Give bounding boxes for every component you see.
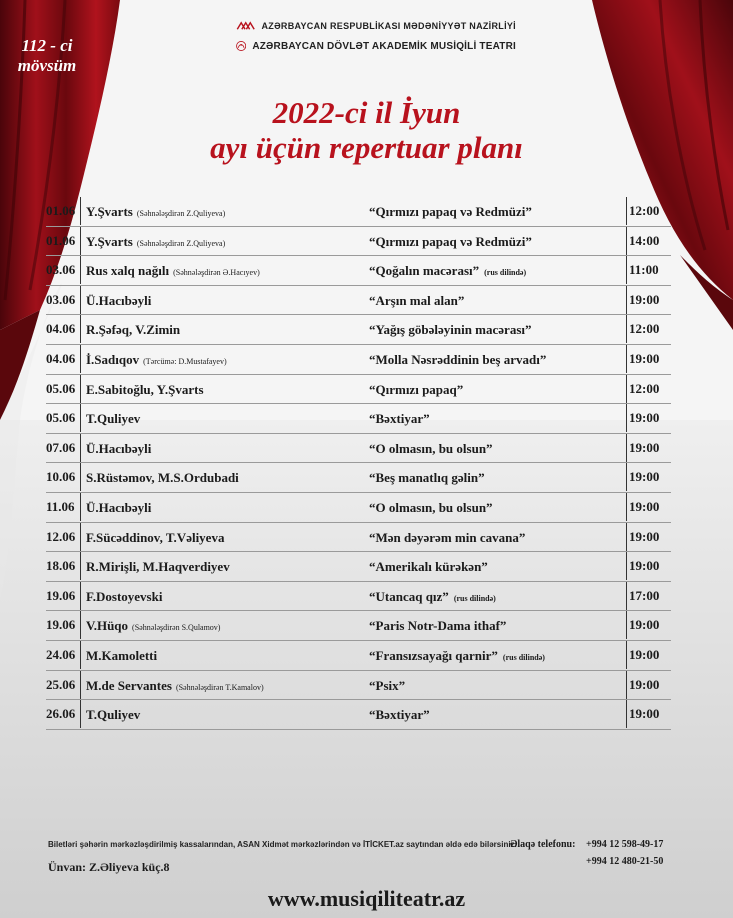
- row-author-note: (Tərcümə: D.Mustafayev): [143, 356, 227, 366]
- table-row: [46, 641, 671, 671]
- row-play: [369, 589, 496, 605]
- row-author-note: (Səhnələşdirən Z.Quliyeva): [136, 209, 226, 218]
- row-author-name: V.Hüqo: [86, 618, 129, 634]
- row-play-title: “Beş manatlıq gəlin”: [369, 470, 485, 486]
- table-row: [46, 315, 671, 345]
- row-play: [369, 441, 493, 457]
- row-author-note: (Səhnələşdirən S.Qulamov): [132, 623, 221, 633]
- row-date: 04.06: [46, 345, 81, 373]
- theatre-name: AZƏRBAYCAN DÖVLƏT AKADEMİK MUSİQİLİ TEATRI: [252, 40, 516, 52]
- row-date: 18.06: [46, 552, 81, 580]
- row-play: [369, 530, 525, 546]
- row-time: 19:00: [626, 345, 673, 373]
- row-play-note: (rus dilində): [502, 652, 545, 662]
- table-row: [46, 463, 671, 493]
- row-date: 12.06: [46, 523, 81, 551]
- table-row: [46, 197, 671, 227]
- row-time: 12:00: [626, 315, 673, 343]
- row-time: 19:00: [626, 523, 673, 551]
- row-time: 19:00: [626, 463, 673, 491]
- table-row: [46, 611, 671, 641]
- theatre-emblem-icon: [236, 37, 246, 55]
- table-row: [46, 700, 671, 730]
- row-date: 07.06: [46, 434, 81, 462]
- row-author: [86, 441, 151, 457]
- row-date: 25.06: [46, 671, 81, 699]
- row-play-title: “Bəxtiyar”: [369, 411, 430, 427]
- row-play: [369, 263, 526, 279]
- row-author-name: T.Quliyev: [86, 411, 141, 427]
- row-author-note: (Səhnələşdirən Ə.Hacıyev): [173, 268, 260, 278]
- row-date: 26.06: [46, 700, 81, 728]
- row-play-title: “O olmasın, bu olsun”: [369, 499, 493, 515]
- phone-1: +994 12 598-49-17: [586, 839, 664, 850]
- row-play-title: “Amerikalı kürəkən”: [369, 559, 488, 575]
- row-play: [369, 648, 545, 664]
- row-time: 11:00: [626, 256, 673, 284]
- row-time: 12:00: [626, 375, 673, 403]
- row-play-title: “Paris Notr-Dama ithaf”: [369, 618, 507, 634]
- row-author-name: Y.Şvarts: [86, 233, 133, 249]
- table-row: [46, 582, 671, 612]
- row-author: [86, 678, 264, 694]
- row-author-name: Rus xalq nağılı: [86, 263, 170, 279]
- row-date: 05.06: [46, 375, 81, 403]
- row-author-name: R.Şəfəq, V.Zimin: [86, 322, 181, 338]
- row-author-note: (Səhnələşdirən T.Kamalov): [175, 682, 264, 692]
- row-author: [86, 589, 162, 605]
- row-play-title: “Arşın mal alan”: [369, 292, 465, 308]
- row-time: 19:00: [626, 611, 673, 639]
- row-author: [86, 352, 227, 368]
- row-play: [369, 352, 546, 368]
- row-play-note: (rus dilində): [453, 593, 496, 603]
- row-play-title: “Psix”: [369, 677, 406, 693]
- row-play: [369, 204, 532, 220]
- row-play-title: “Utancaq qız”: [369, 588, 449, 604]
- row-time: 19:00: [626, 552, 673, 580]
- row-author: [86, 293, 151, 309]
- row-author-name: M.de Servantes: [86, 677, 172, 693]
- row-play: [369, 234, 532, 250]
- row-date: 01.06: [46, 227, 81, 255]
- row-date: 19.06: [46, 611, 81, 639]
- row-author-name: Ü.Hacıbəyli: [86, 440, 152, 456]
- row-time: 19:00: [626, 286, 673, 314]
- row-play-note: (rus dilində): [484, 268, 527, 278]
- row-date: 03.06: [46, 256, 81, 284]
- row-author: [86, 618, 220, 634]
- row-play: [369, 500, 493, 516]
- row-play: [369, 382, 463, 398]
- row-play-title: “O olmasın, bu olsun”: [369, 440, 493, 456]
- row-date: 24.06: [46, 641, 81, 669]
- row-time: 19:00: [626, 493, 673, 521]
- row-author-name: S.Rüstəmov, M.S.Ordubadi: [86, 470, 239, 486]
- row-play: [369, 559, 488, 575]
- row-time: 19:00: [626, 641, 673, 669]
- row-author-name: M.Kamoletti: [86, 647, 158, 663]
- table-row: [46, 671, 671, 701]
- table-row: [46, 345, 671, 375]
- row-author-name: Y.Şvarts: [86, 204, 133, 219]
- row-author: [86, 500, 151, 516]
- table-row: [46, 552, 671, 582]
- row-time: 17:00: [626, 582, 673, 610]
- row-author-name: Ü.Hacıbəyli: [86, 499, 152, 515]
- tickets-note: Biletləri şəhərin mərkəzləşdirilmiş kassalarından, ASAN Xidmət mərkəzlərindən və İTİCKET.az saytından əldə edə bilərsiniz.: [48, 840, 517, 849]
- title-line-1: 2022-ci il İyun: [272, 95, 461, 130]
- row-time: 12:00: [626, 197, 673, 225]
- season-label: mövsüm: [17, 56, 77, 75]
- row-author-name: T.Quliyev: [86, 707, 141, 723]
- row-date: 03.06: [46, 286, 81, 314]
- row-play-title: “Qoğalın macərası”: [369, 263, 480, 279]
- row-author: [86, 648, 157, 664]
- row-time: 19:00: [626, 404, 673, 432]
- row-author: [86, 530, 224, 546]
- row-author-note: (Səhnələşdirən Z.Quliyeva): [136, 238, 226, 248]
- row-time: 19:00: [626, 700, 673, 728]
- phone-2: +994 12 480-21-50: [586, 856, 664, 867]
- address: Ünvan: Z.Əliyeva küç.8: [48, 860, 170, 874]
- row-date: 05.06: [46, 404, 81, 432]
- ministry-name: AZƏRBAYCAN RESPUBLİKASI MƏDƏNİYYƏT NAZİRLİYİ: [261, 21, 516, 31]
- row-date: 10.06: [46, 463, 81, 491]
- row-author-name: F.Sücəddinov, T.Vəliyeva: [86, 529, 225, 545]
- row-author: [86, 559, 230, 575]
- row-play: [369, 707, 430, 723]
- table-row: [46, 493, 671, 523]
- row-author: [86, 411, 140, 427]
- row-author-name: İ.Sadıqov: [86, 351, 140, 367]
- table-row: [46, 286, 671, 316]
- season-number: 112 - ci: [21, 36, 73, 55]
- table-row: [46, 523, 671, 553]
- row-author: [86, 263, 260, 279]
- row-play-title: “Bəxtiyar”: [369, 707, 430, 723]
- row-time: 14:00: [626, 227, 673, 255]
- row-author-name: F.Dostoyevski: [86, 588, 163, 604]
- title-line-2: ayı üçün repertuar planı: [210, 130, 523, 165]
- row-author: [86, 382, 204, 398]
- row-play-title: “Qırmızı papaq və Redmüzi”: [369, 233, 532, 249]
- season-badge: [6, 36, 88, 76]
- row-date: 11.06: [46, 493, 81, 521]
- row-author-name: R.Mirişli, M.Haqverdiyev: [86, 559, 230, 575]
- table-row: [46, 256, 671, 286]
- row-author: [86, 707, 140, 723]
- row-play: [369, 411, 430, 427]
- contact-label: Əlaqə telefonu:: [510, 839, 576, 850]
- row-play: [369, 470, 485, 486]
- page-title: [150, 95, 583, 165]
- row-author: [86, 204, 225, 220]
- row-author: [86, 234, 225, 250]
- table-row: [46, 227, 671, 257]
- row-date: 01.06: [46, 197, 81, 225]
- table-row: [46, 375, 671, 405]
- repertoire-table: [46, 197, 671, 730]
- row-date: 19.06: [46, 582, 81, 610]
- row-date: 04.06: [46, 315, 81, 343]
- row-play: [369, 293, 464, 309]
- row-play: [369, 618, 506, 634]
- row-play-title: “Qırmızı papaq”: [369, 381, 464, 397]
- row-play-title: “Molla Nəsrəddinin beş arvadı”: [369, 351, 547, 367]
- row-author-name: E.Sabitoğlu, Y.Şvarts: [86, 381, 204, 397]
- row-play-title: “Qırmızı papaq və Redmüzi”: [369, 204, 532, 219]
- row-author-name: Ü.Hacıbəyli: [86, 292, 152, 308]
- row-time: 19:00: [626, 671, 673, 699]
- row-play: [369, 678, 405, 694]
- table-row: [46, 434, 671, 464]
- table-row: [46, 404, 671, 434]
- header: [236, 16, 516, 56]
- row-play: [369, 322, 532, 338]
- row-author: [86, 322, 180, 338]
- ministry-logo-icon: [236, 19, 255, 33]
- row-time: 19:00: [626, 434, 673, 462]
- row-play-title: “Fransızsayağı qarnir”: [369, 647, 498, 663]
- row-author: [86, 470, 239, 486]
- website-link[interactable]: www.musiqiliteatr.az: [267, 886, 466, 911]
- row-play-title: “Mən dəyərəm min cavana”: [369, 529, 526, 545]
- row-play-title: “Yağış göbələyinin macərası”: [369, 322, 532, 338]
